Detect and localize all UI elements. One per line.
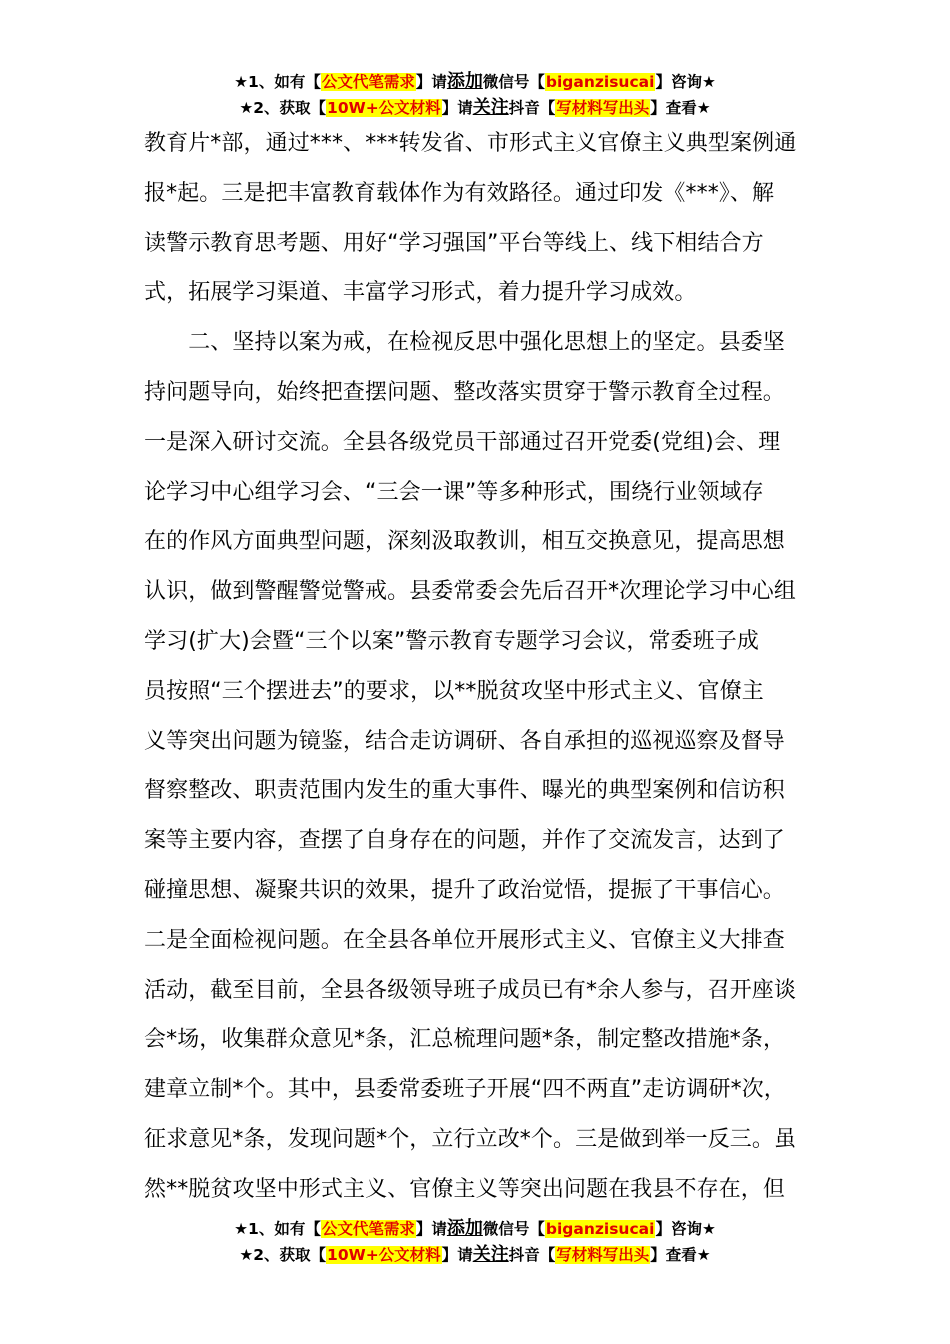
banner-text: ★1、如有【	[234, 1220, 321, 1238]
banner-text: 微信号【	[482, 1220, 545, 1238]
banner-text: 】请	[441, 1246, 473, 1264]
highlight-service: 公文代笔需求	[321, 73, 415, 91]
banner-text: ★1、如有【	[234, 73, 321, 91]
highlight-douyin-id: 写材料写出头	[556, 99, 650, 117]
banner-emphasis: 关注	[472, 97, 509, 118]
body-line: 在的作风方面典型问题，深刻汲取教训，相互交换意见，提高思想	[144, 529, 785, 555]
body-line: 学习(扩大)会暨“三个以案”警示教育专题学习会议，常委班子成	[144, 628, 759, 654]
banner-line-1	[0, 1216, 950, 1242]
body-line: 式，拓展学习渠道、丰富学习形式，着力提升学习成效。	[144, 280, 697, 306]
banner-line-1	[0, 69, 950, 95]
highlight-service: 公文代笔需求	[321, 1220, 415, 1238]
body-line: 论学习中心组学习会、“三会一课”等多种形式，围绕行业领域存	[144, 479, 764, 505]
banner-line-2	[0, 95, 950, 121]
banner-text: 】请	[441, 99, 473, 117]
body-line: 督察整改、职责范围内发生的重大事件、曝光的典型案例和信访积	[144, 778, 785, 804]
section-heading-line: 二、坚持以案为戒，在检视反思中强化思想上的坚定。县委坚	[144, 330, 785, 356]
body-line: 员按照“三个摆进去”的要求，以**脱贫攻坚中形式主义、官僚主	[144, 678, 764, 704]
banner-text: ★2、获取【	[239, 99, 327, 117]
banner-text: ★2、获取【	[239, 1246, 327, 1264]
banner-emphasis: 添加	[446, 1218, 483, 1239]
highlight-wechat-id: biganzisucai	[545, 73, 655, 91]
banner-text: 】请	[415, 73, 447, 91]
body-line: 活动，截至目前，全县各级领导班子成员已有*余人参与，召开座谈	[144, 977, 797, 1003]
body-line: 会*场，收集群众意见*条，汇总梳理问题*条，制定整改措施*条，	[144, 1027, 786, 1053]
banner-text: 】咨询★	[655, 73, 716, 91]
body-line: 建章立制*个。其中，县委常委班子开展“四不两直”走访调研*次，	[144, 1077, 786, 1103]
banner-text: 微信号【	[482, 73, 545, 91]
body-line: 报*起。三是把丰富教育载体作为有效路径。通过印发《***》、解	[144, 180, 775, 206]
banner-text: 】查看★	[650, 1246, 711, 1264]
body-line: 碰撞思想、凝聚共识的效果，提升了政治觉悟，提振了干事信心。	[144, 877, 785, 903]
body-line: 二是全面检视问题。在全县各单位开展形式主义、官僚主义大排查	[144, 927, 785, 953]
banner-text: 】查看★	[650, 99, 711, 117]
body-line: 教育片*部，通过***、***转发省、市形式主义官僚主义典型案例通	[144, 131, 797, 156]
document-body	[144, 119, 844, 1215]
highlight-wechat-id: biganzisucai	[545, 1220, 655, 1238]
highlight-materials: 10W+公文材料	[327, 99, 441, 117]
body-line: 认识，做到警醒警觉警戒。县委常委会先后召开*次理论学习中心组	[144, 579, 797, 605]
body-line: 一是深入研讨交流。全县各级党员干部通过召开党委(党组)会、理	[144, 429, 781, 455]
body-line: 案等主要内容，查摆了自身存在的问题，并作了交流发言，达到了	[144, 828, 785, 854]
banner-text: 抖音【	[508, 1246, 556, 1264]
body-line: 义等突出问题为镜鉴，结合走访调研、各自承担的巡视巡察及督导	[144, 728, 785, 754]
body-line: 然**脱贫攻坚中形式主义、官僚主义等突出问题在我县不存在，但	[144, 1176, 786, 1202]
banner-text: 】请	[415, 1220, 447, 1238]
banner-line-2	[0, 1242, 950, 1268]
body-line: 读警示教育思考题、用好“学习强国”平台等线上、线下相结合方	[144, 230, 764, 256]
banner-emphasis: 添加	[446, 71, 483, 92]
body-line: 持问题导向，始终把查摆问题、整改落实贯穿于警示教育全过程。	[144, 379, 785, 405]
body-line: 征求意见*条，发现问题*个，立行立改*个。三是做到举一反三。虽	[144, 1126, 797, 1152]
banner-emphasis: 关注	[472, 1244, 509, 1265]
banner-text: 】咨询★	[655, 1220, 716, 1238]
header-banner	[0, 69, 950, 121]
highlight-douyin-id: 写材料写出头	[556, 1246, 650, 1264]
footer-banner	[0, 1216, 950, 1268]
banner-text: 抖音【	[508, 99, 556, 117]
highlight-materials: 10W+公文材料	[327, 1246, 441, 1264]
